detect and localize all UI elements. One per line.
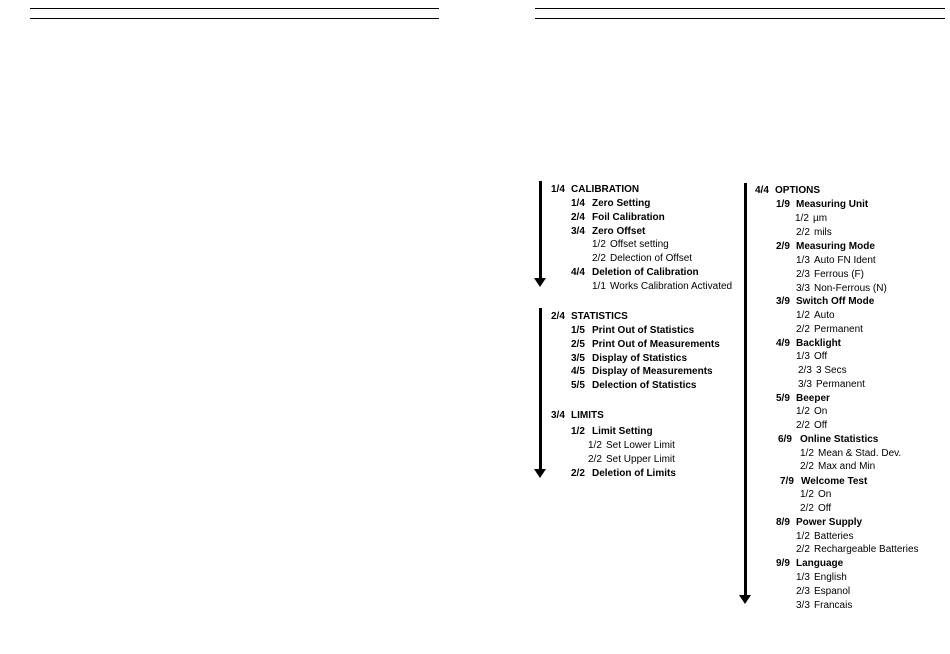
- menu-item-label: Off: [818, 503, 832, 514]
- menu-item-label: Language: [796, 558, 844, 569]
- menu-item: [796, 282, 887, 295]
- menu-item-label: Works Calibration Activated: [610, 281, 733, 292]
- menu-item: [592, 252, 692, 265]
- menu-item-label: Deletion of Limits: [592, 468, 676, 479]
- menu-item: [795, 212, 827, 225]
- menu-item-label: Off: [814, 351, 828, 362]
- menu-item-code: 1/2: [800, 448, 814, 459]
- menu-item-code: 3/3: [798, 379, 812, 390]
- menu-item-code: 2/2: [592, 253, 606, 264]
- menu-item-code: 4/4: [755, 185, 769, 196]
- menu-item-code: 2/2: [800, 461, 814, 472]
- menu-item-label: On: [818, 489, 832, 500]
- menu-item: [776, 240, 875, 253]
- menu-item: [571, 211, 665, 224]
- menu-item: [796, 585, 850, 598]
- menu-item-label: Welcome Test: [801, 476, 868, 487]
- menu-item-code: 2/9: [776, 241, 790, 252]
- menu-item-code: 7/9: [780, 476, 794, 487]
- menu-item: [796, 405, 827, 418]
- menu-item-code: 1/3: [796, 255, 810, 266]
- menu-item-label: 3 Secs: [816, 365, 847, 376]
- menu-item-code: 3/9: [776, 296, 790, 307]
- menu-item-label: OPTIONS: [775, 185, 821, 196]
- menu-item: [588, 453, 675, 466]
- menu-item-code: 1/2: [588, 440, 602, 451]
- menu-item: [800, 447, 901, 460]
- menu-item-label: Non-Ferrous (N): [814, 283, 887, 294]
- menu-item: [571, 365, 713, 378]
- menu-item-code: 2/2: [796, 227, 810, 238]
- menu-item: [551, 183, 639, 196]
- menu-item: [571, 379, 696, 392]
- menu-item: [800, 502, 831, 515]
- menu-item-code: 5/9: [776, 393, 790, 404]
- menu-item: [571, 225, 645, 238]
- menu-item-code: 1/9: [776, 199, 790, 210]
- menu-item: [796, 419, 827, 432]
- menu-item-label: Measuring Mode: [796, 241, 875, 252]
- menu-item: [796, 350, 827, 363]
- menu-item: [592, 280, 732, 293]
- menu-item-label: Switch Off Mode: [796, 296, 875, 307]
- menu-item-label: Print Out of Statistics: [592, 325, 695, 336]
- menu-item-label: CALIBRATION: [571, 184, 640, 195]
- menu-item: [796, 323, 863, 336]
- menu-item: [776, 516, 862, 529]
- menu-item: [551, 409, 604, 422]
- menu-item-code: 2/4: [551, 311, 565, 322]
- menu-item-label: LIMITS: [571, 410, 604, 421]
- menu-item-label: Measuring Unit: [796, 199, 869, 210]
- menu-item-label: English: [814, 572, 847, 583]
- menu-item-label: mils: [814, 227, 832, 238]
- menu-item-label: Backlight: [796, 338, 842, 349]
- menu-item-label: Francais: [814, 600, 853, 611]
- menu-item: [571, 467, 676, 480]
- menu-item-code: 2/3: [798, 365, 812, 376]
- menu-item-label: Zero Offset: [592, 226, 646, 237]
- menu-item-code: 2/2: [588, 454, 602, 465]
- menu-item-label: Espanol: [814, 586, 851, 597]
- menu-item-label: Off: [814, 420, 828, 431]
- menu-item: [796, 226, 832, 239]
- menu-item: [800, 488, 831, 501]
- menu-item-code: 5/5: [571, 380, 585, 391]
- menu-item-code: 1/2: [795, 213, 809, 224]
- menu-item-label: Offset setting: [610, 239, 669, 250]
- menu-item-label: Zero Setting: [592, 198, 651, 209]
- menu-item-label: Foil Calibration: [592, 212, 665, 223]
- menu-item: [800, 460, 875, 473]
- menu-item: [798, 364, 847, 377]
- menu-item-code: 3/5: [571, 353, 585, 364]
- menu-item-code: 1/3: [796, 572, 810, 583]
- menu-item: [571, 324, 694, 337]
- menu-item: [796, 571, 847, 584]
- menu-item-code: 2/2: [796, 324, 810, 335]
- menu-item-code: 2/2: [796, 544, 810, 555]
- menu-item-code: 2/3: [796, 586, 810, 597]
- menu-item-label: Delection of Statistics: [592, 380, 697, 391]
- menu-item: [796, 530, 853, 543]
- menu-item: [796, 543, 919, 556]
- calibration-arrow: [539, 181, 542, 281]
- menu-item-code: 1/2: [592, 239, 606, 250]
- menu-item-label: Ferrous (F): [814, 269, 864, 280]
- right-header-rule-bottom: [535, 18, 945, 19]
- menu-item: [796, 309, 835, 322]
- menu-item-label: Beeper: [796, 393, 830, 404]
- menu-item-label: Permanent: [814, 324, 863, 335]
- menu-item: [571, 352, 687, 365]
- menu-item-label: Online Statistics: [800, 434, 879, 445]
- menu-item: [571, 425, 653, 438]
- menu-item-label: Power Supply: [796, 517, 863, 528]
- menu-item: [796, 268, 864, 281]
- options-arrow: [744, 183, 747, 598]
- menu-item-label: Rechargeable Batteries: [814, 544, 919, 555]
- menu-item-label: µm: [813, 213, 828, 224]
- menu-item-label: Set Lower Limit: [606, 440, 675, 451]
- menu-item-code: 2/2: [796, 420, 810, 431]
- menu-item: [796, 599, 852, 612]
- menu-item-label: Delection of Offset: [610, 253, 693, 264]
- menu-item: [571, 338, 720, 351]
- menu-item: [592, 238, 669, 251]
- menu-item-code: 1/2: [800, 489, 814, 500]
- menu-item-label: Limit Setting: [592, 426, 653, 437]
- menu-item-code: 6/9: [778, 434, 792, 445]
- menu-item-code: 4/9: [776, 338, 790, 349]
- menu-item-code: 1/2: [796, 406, 810, 417]
- menu-item-label: Max and Min: [818, 461, 876, 472]
- right-header-rule-top: [535, 8, 945, 9]
- left-header-rule-bottom: [30, 18, 439, 19]
- menu-item-label: Auto FN Ident: [814, 255, 876, 266]
- menu-item-code: 3/3: [796, 283, 810, 294]
- menu-item-code: 2/2: [800, 503, 814, 514]
- menu-item: [798, 378, 865, 391]
- menu-item-label: Display of Statistics: [592, 353, 688, 364]
- menu-item: [776, 295, 874, 308]
- menu-item-code: 1/4: [571, 198, 585, 209]
- menu-item: [755, 184, 820, 197]
- menu-item-label: Display of Measurements: [592, 366, 713, 377]
- menu-item-code: 2/5: [571, 339, 585, 350]
- menu-item-code: 3/4: [551, 410, 565, 421]
- menu-item-code: 4/4: [571, 267, 585, 278]
- menu-item: [551, 310, 628, 323]
- statistics-limits-arrow: [539, 308, 542, 472]
- menu-item-code: 1/2: [796, 531, 810, 542]
- menu-item: [776, 392, 830, 405]
- menu-item-label: Auto: [814, 310, 835, 321]
- menu-item-code: 9/9: [776, 558, 790, 569]
- menu-item-label: Mean & Stad. Dev.: [818, 448, 902, 459]
- menu-item-code: 1/3: [796, 351, 810, 362]
- menu-item: [776, 337, 841, 350]
- menu-item: [780, 475, 867, 488]
- menu-item-code: 1/4: [551, 184, 565, 195]
- menu-item: [796, 254, 876, 267]
- menu-item-code: 2/3: [796, 269, 810, 280]
- menu-item-code: 1/1: [592, 281, 606, 292]
- menu-item-code: 1/2: [571, 426, 585, 437]
- menu-item: [571, 266, 699, 279]
- menu-item-label: STATISTICS: [571, 311, 628, 322]
- menu-item-code: 1/5: [571, 325, 585, 336]
- menu-item-code: 1/2: [796, 310, 810, 321]
- menu-item-code: 2/2: [571, 468, 585, 479]
- menu-item-label: Set Upper Limit: [606, 454, 675, 465]
- menu-item: [778, 433, 878, 446]
- menu-item-label: Permanent: [816, 379, 865, 390]
- menu-item-label: On: [814, 406, 828, 417]
- menu-item-code: 8/9: [776, 517, 790, 528]
- menu-item: [776, 557, 843, 570]
- menu-item-label: Batteries: [814, 531, 854, 542]
- menu-item-label: Deletion of Calibration: [592, 267, 699, 278]
- menu-item-code: 3/3: [796, 600, 810, 611]
- menu-item: [588, 439, 675, 452]
- menu-item-code: 4/5: [571, 366, 585, 377]
- menu-item-code: 3/4: [571, 226, 585, 237]
- menu-item: [571, 197, 650, 210]
- left-header-rule-top: [30, 8, 439, 9]
- menu-item-code: 2/4: [571, 212, 585, 223]
- menu-item-label: Print Out of Measurements: [592, 339, 720, 350]
- menu-item: [776, 198, 868, 211]
